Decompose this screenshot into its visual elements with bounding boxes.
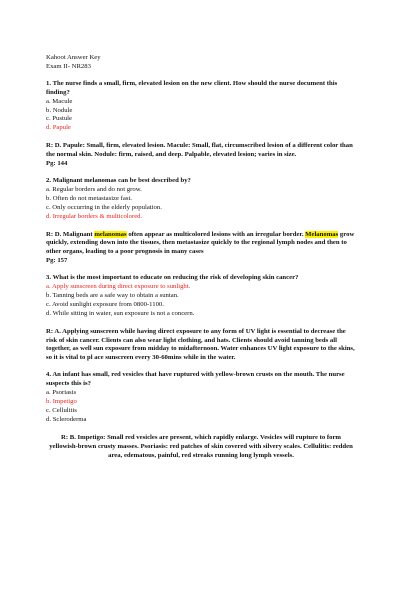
rationale-1 [46,142,356,169]
rationale-mid: often appear as multicolored lesions with an irregular border. [126,230,306,238]
rationale-prefix: R: D. Malignant [46,230,95,238]
rationale-text: R: B. Impetigo: Small red vesicles are present, which rapidly enlarge. Vesicles will rupture to form yellowish-brown crusty masses. Psoriasis: red patches of skin covered with silvery scales. Cellulitis: redden area, edematous, painful, red streaks running long lymph vessels. [49,433,353,459]
question-3 [46,274,356,319]
highlighted-term: melanomas [94,230,127,238]
option-b-correct: b. Impetigo [46,398,77,405]
rationale-text: R: A. Applying sunscreen while having direct exposure to any form of UV light is essential to decrease the risk of skin cancer. Clients can also wear light clothing, and hats. Clients should avoid tanning beds all together, as well sun exposure from midday to midafternoon. Water enhances UV light exposure to the skins, so it is vital to pl ace sunscreen every 30-60mins while in the water. [46,327,355,362]
option-b: b. Often do not metastasize fast. [46,194,132,202]
question-text: 4. An infant has small, red vesicles that have ruptured with yellow-brown crusts on the mouth. The nurse suspects this is? [46,371,345,388]
option-d-correct: d. Irregular borders & multicolored. [46,212,143,220]
option-a: a. Psoriasis [46,389,77,397]
exam-code: Exam II- NR283 [46,62,91,70]
option-a: a. Regular borders and do not grow. [46,185,142,193]
rationale-4 [46,434,356,461]
rationale-2 [46,231,356,267]
rationale-text: R: D. Papule: Small, firm, elevated lesion. Macule: Small, flat, circumscribed lesion of a different color than the normal skin. Nodule: firm, raised, and deep. Palpable, elevated lesion; varies in size. [46,142,353,159]
question-text: 1. The nurse finds a small, firm, elevated lesion on the new client. How should the nurse document this finding? [46,79,338,96]
option-b: b. Tanning beds are a safe way to obtain a suntan. [46,291,179,299]
option-d: d. While sitting in water, sun exposure is not a concern. [46,309,195,317]
doc-title: Kahoot Answer Key [46,54,101,61]
option-d-correct: d. Papule [46,124,71,132]
option-d: d. Scleroderma [46,415,87,423]
question-1 [46,80,356,133]
page-reference: Pg: 157 [46,257,68,265]
option-a-correct: a. Apply sunscreen during direct exposure to sunlight. [46,283,191,291]
question-text: 3. What is the most important to educate on reducing the risk of developing skin cancer? [46,274,299,282]
option-c: c. Only occurring in the elderly population. [46,203,162,211]
option-a: a. Macule [46,97,73,105]
option-c: c. Cellulitis [46,406,77,414]
question-4 [46,371,356,424]
highlighted-term: Melanomas [305,230,339,238]
option-b: b. Nodule [46,106,73,114]
option-c: c. Avoid sunlight exposure from 0800-1100. [46,300,164,308]
rationale-3 [46,328,356,364]
page-reference: Pg: 144 [46,160,68,168]
question-text: 2. Malignant melanomas can be best described by? [46,176,191,184]
rationale-suffix: grow quickly, extending down into the tissues, then metastasize quickly to the regional lymph nodes and then to other organs, leading to a poor prognosis in many cases [46,230,355,256]
question-2 [46,177,356,222]
option-c: c. Pustule [46,115,73,123]
